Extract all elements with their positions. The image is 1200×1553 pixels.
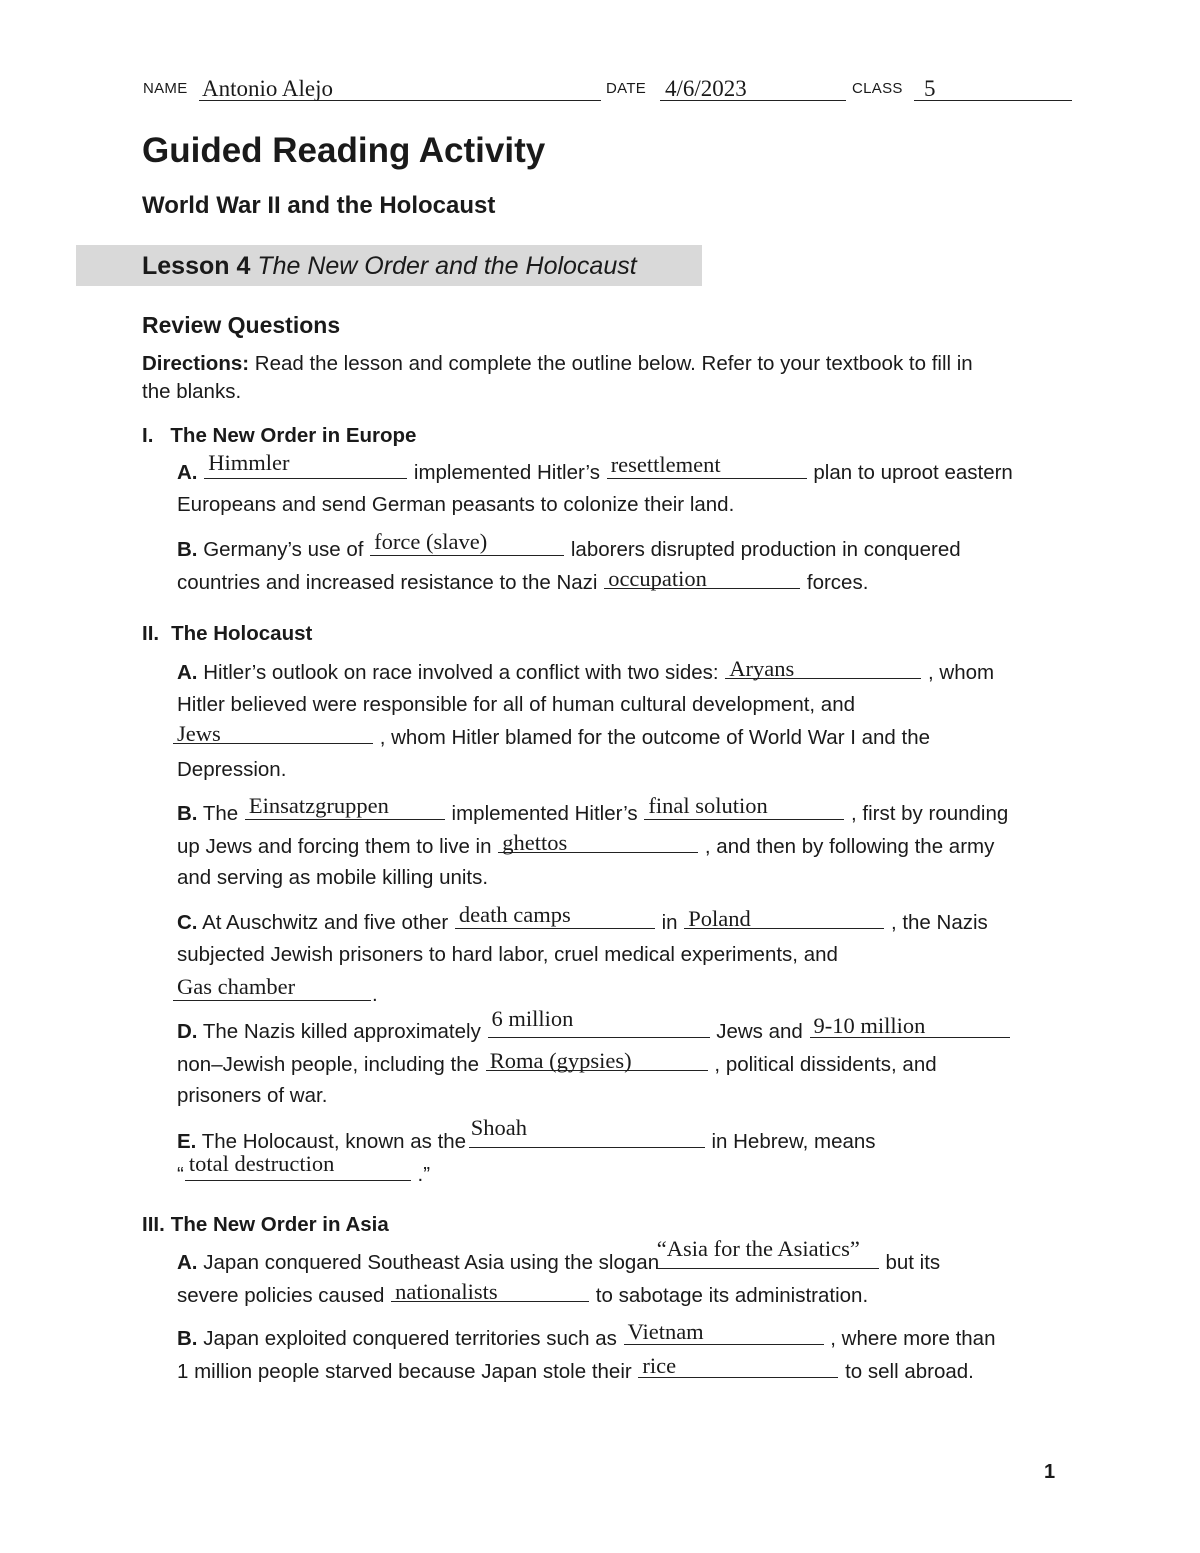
item-letter: A. (177, 661, 198, 684)
answer-blank-death-camps[interactable] (455, 901, 655, 929)
item-text: “ (177, 1163, 184, 1186)
item-text: .” (411, 1163, 431, 1186)
name-value: Antonio Alejo (202, 76, 333, 101)
item-text: The Nazis killed approximately (197, 1020, 487, 1043)
answer-value: total destruction (188, 1150, 335, 1176)
section-1-number: I. (142, 424, 154, 447)
item-text: subjected Jewish prisoners to hard labor, cruel medical experiments, and (177, 943, 838, 966)
item-text: laborers disrupted production in conquered (565, 538, 961, 561)
item-text: Japan exploited conquered territories such as (197, 1327, 623, 1350)
class-label: CLASS (852, 80, 903, 97)
section-3-title: The New Order in Asia (170, 1213, 389, 1236)
answer-blank-9-10-million[interactable] (810, 1012, 1010, 1038)
answer-value: Aryans (729, 655, 795, 681)
item-text: At Auschwitz and five other (197, 911, 454, 934)
item-text: , political dissidents, and (708, 1053, 937, 1076)
item-text: in (655, 911, 684, 934)
item-text: implemented Hitler’s (445, 802, 644, 825)
item-text: up Jews and forcing them to live in (177, 835, 498, 858)
item-text: non–Jewish people, including the (177, 1053, 485, 1076)
item-letter: D. (177, 1020, 198, 1043)
answer-value: “Asia for the Asiatics” (656, 1235, 860, 1261)
answer-value: Roma (gypsies) (489, 1047, 632, 1073)
item-text: , and then by following the army (699, 835, 995, 858)
answer-blank-occupation[interactable] (604, 566, 800, 589)
item-text: , the Nazis (885, 911, 988, 934)
item-text: , first by rounding (845, 802, 1009, 825)
section-2-heading (142, 622, 312, 646)
answer-blank-shoah[interactable] (469, 1114, 705, 1148)
item-text: forces. (801, 571, 869, 594)
item-letter: C. (177, 911, 198, 934)
class-value: 5 (924, 76, 936, 101)
answer-blank-final-solution[interactable] (644, 792, 844, 820)
item-2e (177, 1114, 1077, 1195)
answer-blank-jews[interactable] (173, 721, 373, 744)
answer-value: Gas chamber (177, 973, 296, 999)
item-text: Europeans and send German peasants to colonize their land. (177, 493, 735, 516)
answer-value: final solution (648, 792, 768, 818)
lesson-banner (76, 245, 702, 286)
item-3b (177, 1318, 1077, 1392)
answer-blank-roma[interactable] (486, 1048, 708, 1071)
item-text: The (197, 802, 244, 825)
answer-value: 6 million (491, 1005, 574, 1031)
directions-text: Read the lesson and complete the outline below. Refer to your textbook to fill in (249, 352, 973, 375)
answer-blank-vietnam[interactable] (624, 1318, 824, 1345)
item-2b (177, 792, 1077, 897)
header (0, 0, 1200, 110)
item-text: Japan conquered Southeast Asia using the slogan (197, 1251, 665, 1274)
item-text: Depression. (177, 758, 287, 781)
answer-value: Poland (688, 905, 751, 931)
lesson-heading (142, 252, 637, 281)
item-3a (177, 1235, 1077, 1316)
answer-blank-rice[interactable] (638, 1352, 838, 1378)
section-3-heading (142, 1213, 389, 1237)
item-letter: A. (177, 1251, 198, 1274)
class-field[interactable] (914, 74, 1072, 101)
answer-blank-nationalists[interactable] (391, 1279, 589, 1302)
answer-value: 9-10 million (813, 1012, 926, 1038)
item-1a (177, 449, 1077, 526)
date-label: DATE (606, 80, 647, 97)
answer-value: nationalists (395, 1278, 498, 1304)
page-subtitle: World War II and the Holocaust (142, 192, 496, 219)
answer-value: occupation (608, 565, 707, 591)
item-text: , whom (922, 661, 995, 684)
item-text: in Hebrew, means (705, 1130, 876, 1153)
item-letter: E. (177, 1130, 197, 1153)
item-letter: B. (177, 1327, 198, 1350)
item-text: to sabotage its administration. (590, 1284, 869, 1307)
directions-label: Directions: (142, 352, 250, 375)
answer-value: death camps (458, 901, 571, 927)
section-1-title: The New Order in Europe (170, 424, 417, 447)
item-text: plan to uproot eastern (807, 461, 1013, 484)
item-2a (177, 656, 1077, 786)
item-text: but its (879, 1251, 941, 1274)
directions-text-cont: the blanks. (142, 380, 242, 403)
answer-blank-ghettos[interactable] (498, 830, 698, 853)
answer-blank-einsatzgruppen[interactable] (245, 792, 445, 820)
item-1b (177, 528, 1077, 603)
section-1-heading (142, 424, 416, 448)
answer-blank-slogan[interactable] (656, 1235, 879, 1269)
answer-value: Vietnam (627, 1318, 704, 1344)
item-text: implemented Hitler’s (408, 461, 606, 484)
answer-blank-aryans[interactable] (725, 656, 921, 679)
page-title: Guided Reading Activity (142, 131, 546, 170)
item-text: prisoners of war. (177, 1084, 328, 1107)
item-2c (177, 901, 1077, 1006)
section-2-title: The Holocaust (171, 622, 313, 645)
answer-value: rice (642, 1352, 677, 1378)
item-text: The Holocaust, known as the (196, 1130, 472, 1153)
item-text: to sell abroad. (839, 1360, 974, 1383)
answer-blank-total-destruction[interactable] (185, 1150, 411, 1181)
item-letter: B. (177, 538, 198, 561)
item-text: countries and increased resistance to the Nazi (177, 571, 604, 594)
date-value: 4/6/2023 (665, 76, 747, 101)
answer-blank-poland[interactable] (684, 906, 884, 929)
answer-value: Jews (177, 720, 221, 746)
answer-value: force (slave) (374, 528, 488, 554)
item-text: . (372, 983, 378, 1006)
lesson-name: The New Order and the Holocaust (257, 252, 637, 280)
answer-blank-resettlement[interactable] (607, 451, 807, 479)
page-number: 1 (1044, 1461, 1056, 1483)
item-text: Hitler believed were responsible for all of human cultural development, and (177, 693, 856, 716)
answer-blank-force[interactable] (370, 528, 564, 556)
answer-value: resettlement (610, 451, 721, 477)
item-letter: A. (177, 461, 198, 484)
lesson-number: Lesson 4 (142, 252, 251, 280)
section-3-number: III. (142, 1213, 165, 1236)
name-field[interactable] (199, 74, 601, 101)
answer-blank-6-million[interactable] (488, 1005, 710, 1038)
item-text: Jews and (710, 1020, 809, 1043)
answer-blank-himmler[interactable] (204, 449, 407, 479)
answer-value: ghettos (502, 829, 568, 855)
item-text: Hitler’s outlook on race involved a conflict with two sides: (197, 661, 725, 684)
item-text: , whom Hitler blamed for the outcome of World War I and the (374, 726, 931, 749)
item-text: and serving as mobile killing units. (177, 866, 489, 889)
answer-value: Himmler (208, 449, 290, 475)
answer-blank-gas-chamber[interactable] (173, 973, 371, 1001)
item-text: severe policies caused (177, 1284, 391, 1307)
item-letter: B. (177, 802, 198, 825)
section-2-number: II. (142, 622, 160, 645)
item-text: 1 million people starved because Japan stole their (177, 1360, 638, 1383)
name-label: NAME (143, 80, 188, 97)
date-field[interactable] (660, 74, 846, 101)
answer-value: Einsatzgruppen (248, 792, 389, 818)
item-text: Germany’s use of (197, 538, 370, 561)
review-heading: Review Questions (142, 312, 341, 338)
item-2d (177, 1005, 1077, 1115)
answer-value: Shoah (470, 1114, 528, 1140)
item-text: , where more than (824, 1327, 996, 1350)
